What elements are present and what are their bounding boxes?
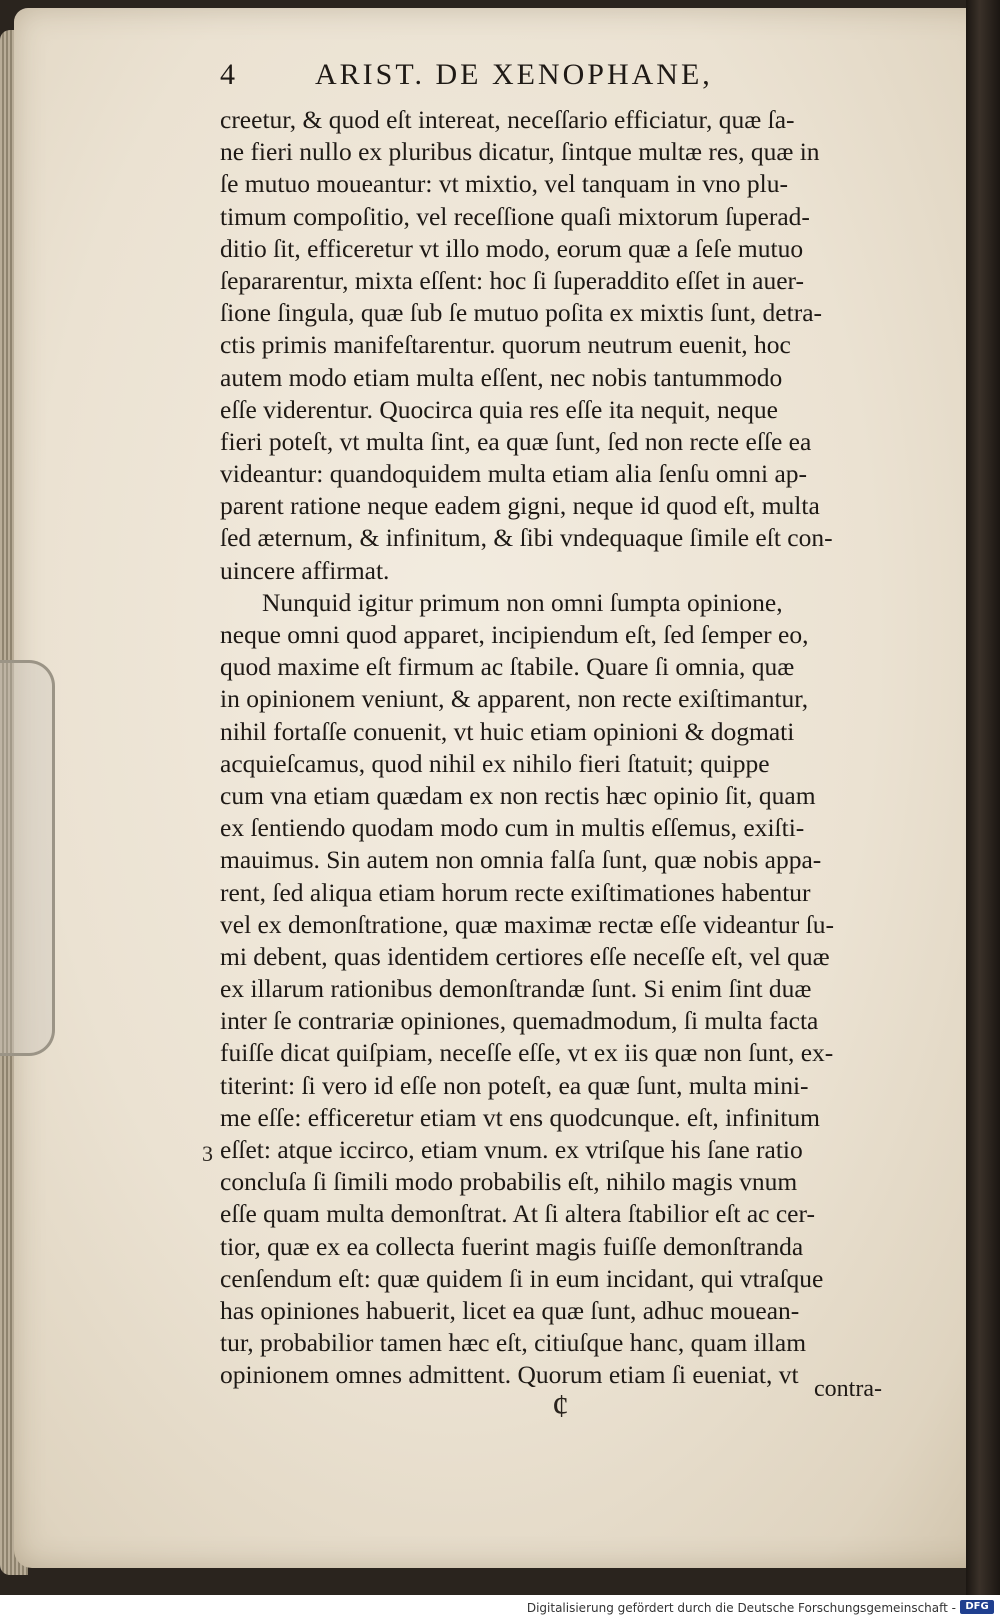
binding-gutter (966, 0, 1000, 1595)
text-line: titerint: ſi vero id eſſe non poteſt, ea quæ ſunt, multa mini- (220, 1070, 809, 1100)
text-line: fieri poteſt, vt multa ſint, ea quæ ſunt, ſed non recte eſſe ea (220, 426, 812, 456)
text-line: cum vna etiam quædam ex non rectis hæc opinio ſit, quam (220, 780, 816, 810)
text-line: has opiniones habuerit, licet ea quæ ſunt, adhuc mouean- (220, 1295, 800, 1325)
text-line: rent, ſed aliqua etiam horum recte exiſtimationes habentur (220, 877, 811, 907)
running-title: ARIST. DE XENOPHANE, (315, 58, 713, 91)
text-line: quod maxime eſt firmum ac ſtabile. Quare ſi omnia, quæ (220, 652, 795, 682)
text-line: uincere affirmat. (220, 555, 390, 585)
text-line: creetur, & quod eſt intereat, neceſſario efficiatur, quæ ſa- (220, 105, 795, 134)
running-head (220, 58, 820, 98)
text-line: in opinionem veniunt, & apparent, non recte exiſtimantur, (220, 684, 809, 714)
text-line: ex ſentiendo quodam modo cum in multis eſſemus, exiſti- (220, 813, 805, 843)
text-line: ex illarum rationibus demonſtrandæ ſunt. Si enim ſint duæ (220, 974, 812, 1004)
catchword: contra- (814, 1376, 882, 1402)
text-line: tur, probabilior tamen hæc eſt, citiuſque hanc, quam illam (220, 1328, 807, 1358)
text-line: fuiſſe dicat quiſpiam, neceſſe eſſe, vt ex iis quæ non ſunt, ex- (220, 1038, 834, 1068)
digitization-footer (0, 1597, 1000, 1619)
text-line: cenſendum eſt: quæ quidem ſi in eum incidant, qui vtraſque (220, 1263, 824, 1293)
text-line: vel ex demonſtratione, quæ maximæ rectæ eſſe videantur ſu- (220, 909, 834, 939)
text-line: mi debent, quas identidem certiores eſſe neceſſe eſt, vel quæ (220, 941, 830, 971)
text-line: inter ſe contrariæ opiniones, quemadmodum, ſi multa facta (220, 1006, 819, 1036)
text-line: ſe mutuo moueantur: vt mixtio, vel tanquam in vno plu- (220, 169, 788, 199)
text-line: autem modo etiam multa eſſent, nec nobis tantummodo (220, 362, 783, 392)
body-text (220, 104, 900, 1392)
text-line: acquieſcamus, quod nihil ex nihilo fieri ſtatuit; quippe (220, 748, 770, 778)
text-line: tior, quæ ex ea collecta fuerint magis fuiſſe demonſtranda (220, 1231, 804, 1261)
dfg-logo: DFG (960, 1600, 994, 1614)
stray-ink-mark: ȼ (552, 1388, 569, 1425)
text-line: videantur: quandoquidem multa etiam alia ſenſu omni ap- (220, 459, 808, 489)
text-line: eſſe quam multa demonſtrat. At ſi altera ſtabilior eſt ac cer- (220, 1199, 815, 1229)
text-line: opinionem omnes admittent. Quorum etiam ſi eueniat, vt (220, 1360, 799, 1390)
text-line: neque omni quod apparet, incipiendum eſt, ſed ſemper eo, (220, 620, 809, 649)
text-line: ſepararentur, mixta eſſent: hoc ſi ſuperaddito eſſet in auer- (220, 265, 805, 295)
text-line: Nunquid igitur primum non omni ſumpta opinione, (262, 587, 783, 617)
text-line: ditio ſit, efficeretur vt illo modo, eorum quæ a ſeſe mutuo (220, 233, 804, 263)
margin-mark: 3 (202, 1141, 213, 1166)
funding-credit: Digitalisierung gefördert durch die Deutsche Forschungsgemeinschaft - (526, 1601, 956, 1615)
page-number: 4 (220, 58, 238, 91)
text-line: eſſe viderentur. Quocirca quia res eſſe ita nequit, neque (220, 394, 778, 424)
text-line: ſione ſingula, quæ ſub ſe mutuo poſita ex mixtis ſunt, detra- (220, 298, 823, 328)
text-line: concluſa ſi ſimili modo probabilis eſt, nihilo magis vnum (220, 1167, 798, 1197)
text-line: eſſet: atque iccirco, etiam vnum. ex vtriſque his ſane ratio (220, 1135, 803, 1164)
text-line: ne fieri nullo ex pluribus dicatur, ſintque multæ res, quæ in (220, 137, 820, 167)
text-line: ctis primis manifeſtarentur. quorum neutrum euenit, hoc (220, 330, 791, 360)
text-line: mauimus. Sin autem non omnia falſa ſunt, quæ nobis appa- (220, 845, 822, 875)
text-line: ſed æternum, & infinitum, & ſibi vndequaque ſimile eſt con- (220, 523, 833, 553)
text-line: timum compoſitio, vel receſſione quaſi mixtorum ſuperad- (220, 201, 810, 231)
text-line: me eſſe: efficeretur etiam vt ens quodcunque. eſt, infinitum (220, 1102, 820, 1132)
text-line: nihil fortaſſe conuenit, vt huic etiam opinioni & dogmati (220, 716, 795, 746)
page-clip (0, 660, 55, 1056)
text-line: parent ratione neque eadem gigni, neque id quod eſt, multa (220, 491, 820, 521)
